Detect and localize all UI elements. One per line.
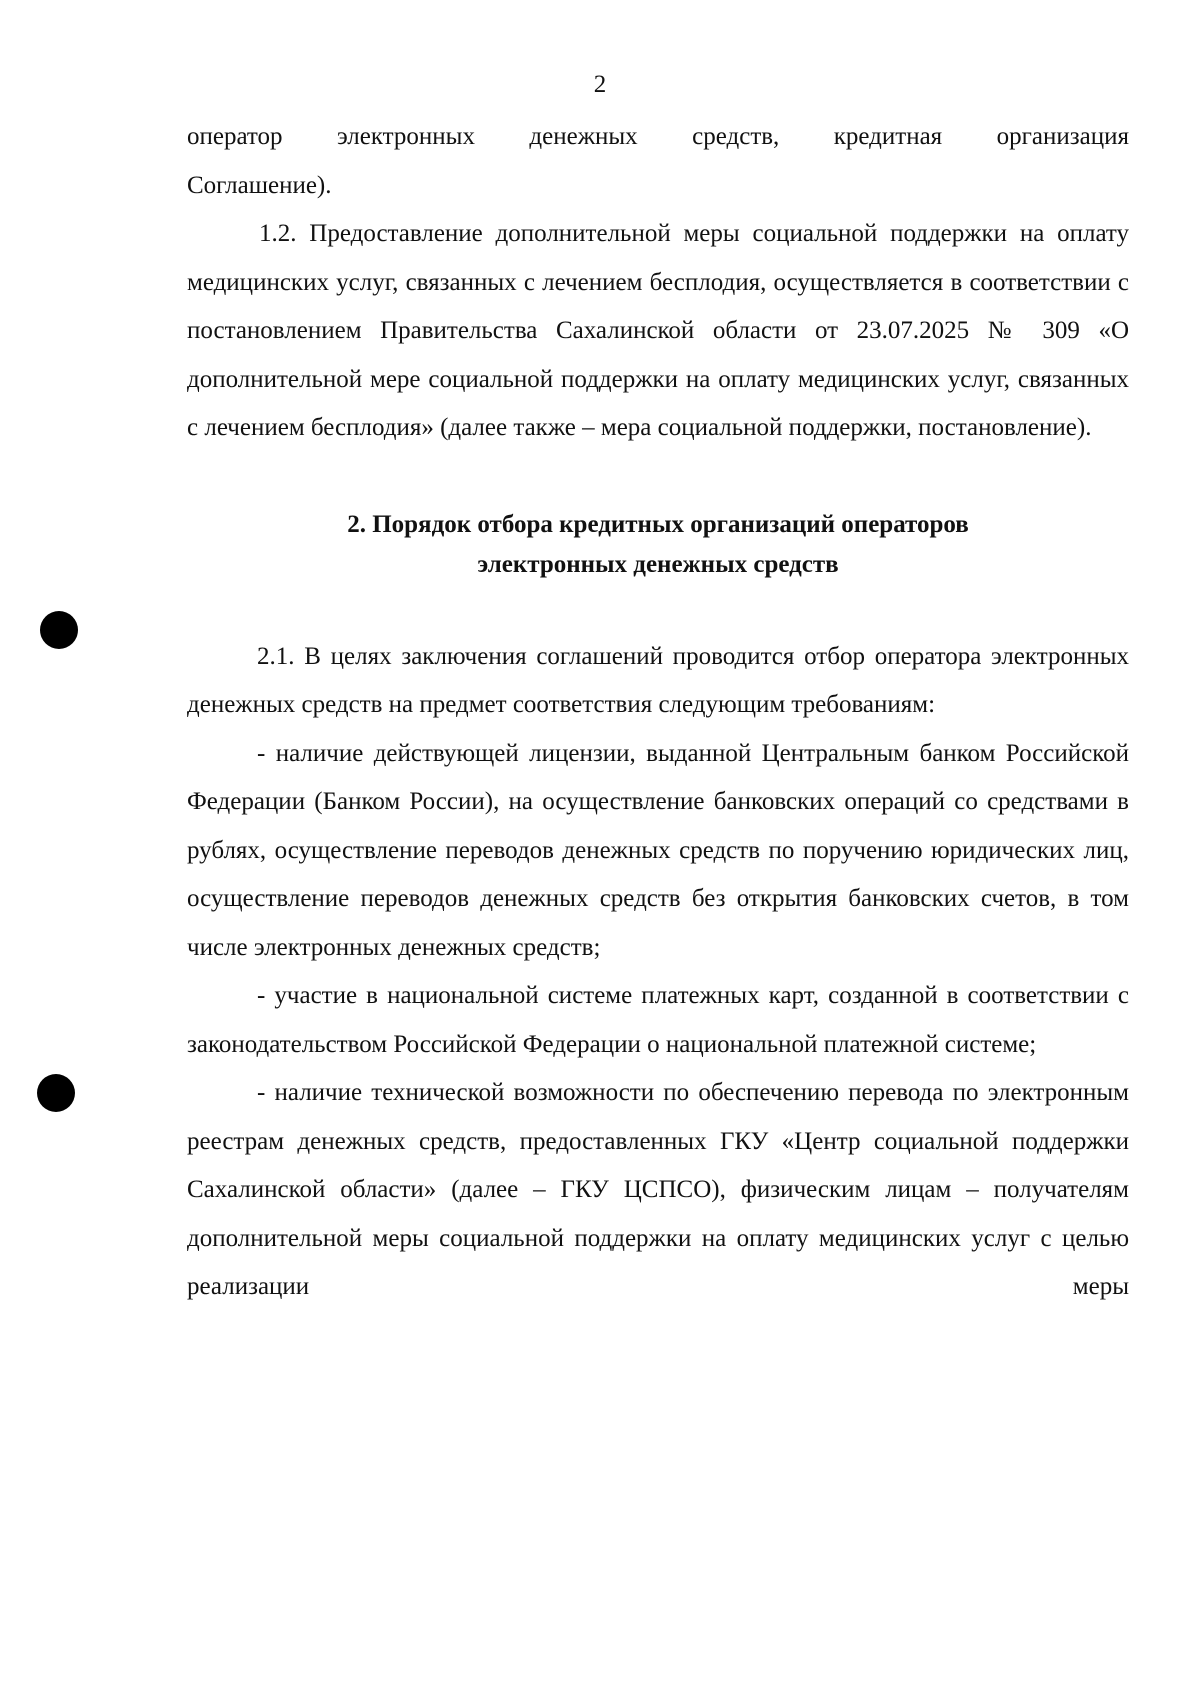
punch-hole-mark	[40, 611, 78, 649]
paragraph-1-2: 1.2. Предоставление дополнительной меры социальной поддержки на оплату медицинских услуг, связанных с лечением бесплодия, осуществляется в соответствии с постановлением Правительства Сахалинской области от 23.07.2025 № 309 «О дополнительной мере социальной поддержки на оплату медицинских услуг, связанных с лечением бесплодия» (далее также – мера социальной поддержки, постановление).	[187, 220, 1129, 441]
punch-hole-mark	[37, 1074, 75, 1112]
opening-line-2: Соглашение).	[187, 171, 332, 199]
requirement-item: - наличие действующей лицензии, выданной Центральным банком Российской Федерации (Банком России), на осуществление банковских операций со средствами в рублях, осуществление переводов денежных средств по поручению юридических лиц, осуществление переводов денежных средств без открытия банковских счетов, в том числе электронных денежных средств;	[187, 739, 1129, 961]
section-2-heading-line-1: 2. Порядок отбора кредитных организаций операторов	[347, 510, 969, 538]
paragraph-2-1: 2.1. В целях заключения соглашений проводится отбор оператора электронных денежных средств на предмет соответствия следующим требованиям:	[187, 642, 1129, 718]
requirement-item: - участие в национальной системе платежных карт, созданной в соответствии с законодательством Российской Федерации о национальной платежной системе;	[187, 982, 1129, 1058]
section-2-heading-line-2: электронных денежных средств	[477, 550, 839, 578]
requirement-item: - наличие технической возможности по обеспечению перевода по электронным реестрам денежных средств, предоставленных ГКУ «Центр социальной поддержки Сахалинской области» (далее – ГКУ ЦСПСО), физическим лицам – получателям дополнительной меры социальной поддержки на оплату медицинских услуг с целью реализации меры	[187, 1079, 1129, 1300]
section-2-heading	[187, 505, 1129, 585]
opening-line-1: оператор электронных денежных средств, кредитная организация	[187, 123, 1129, 150]
page-number: 2	[593, 71, 607, 98]
document-body	[187, 113, 1129, 1312]
